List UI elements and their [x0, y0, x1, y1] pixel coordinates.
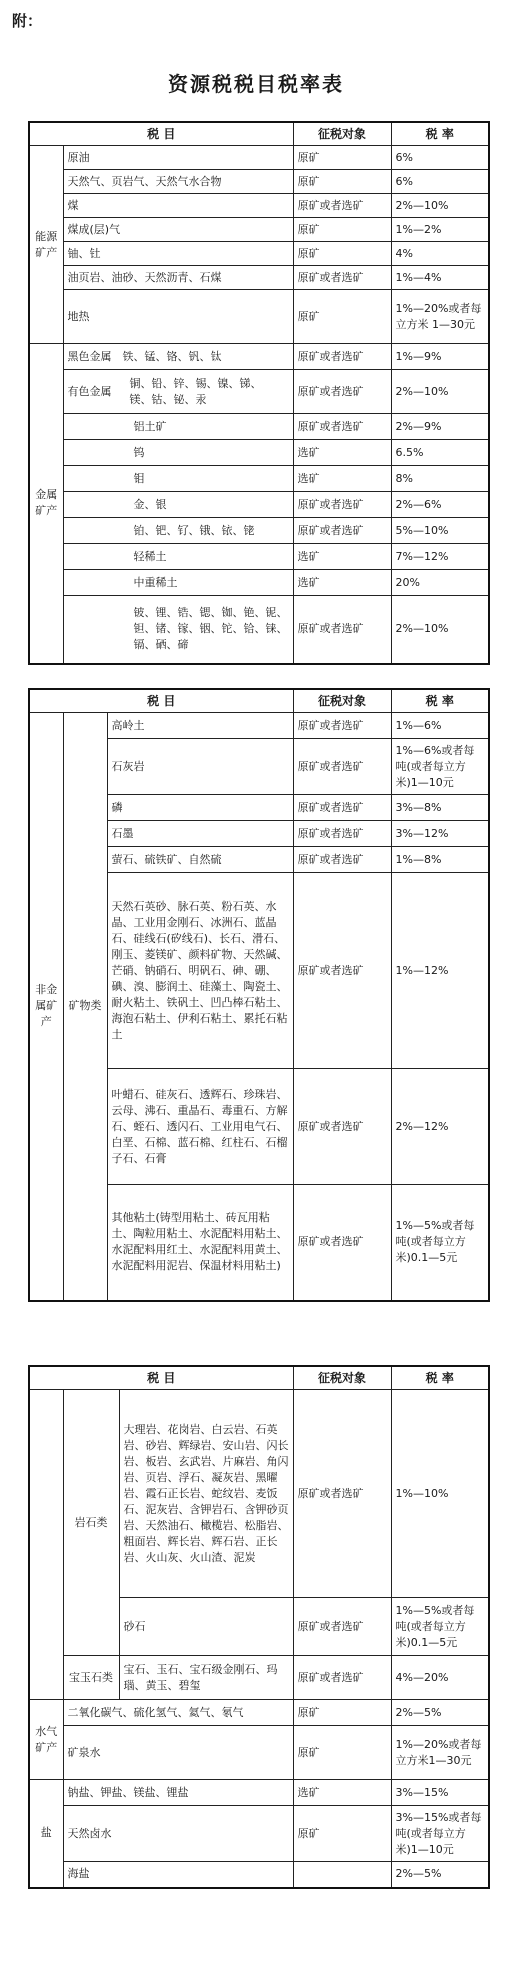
item-cell: 天然气、页岩气、天然气水合物 [63, 170, 293, 194]
item-cell: 天然石英砂、脉石英、粉石英、水晶、工业用金刚石、冰洲石、蓝晶石、硅线石(矽线石)、长石、滑石、刚玉、菱镁矿、颜料矿物、天然碱、芒硝、钠硝石、明矾石、砷、硼、碘、溴、膨润土、硅藻土、陶瓷土、耐火粘土、铁矾土、凹凸棒石粘土、海泡石粘土、伊利石粘土、累托石粘土 [107, 873, 293, 1069]
tax-rate-table-3 [28, 1365, 490, 1889]
subcategory-rock: 岩石类 [63, 1390, 119, 1656]
item-cell: 天然卤水 [63, 1806, 293, 1862]
col-header-item: 税 目 [29, 1366, 293, 1390]
object-cell: 原矿或者选矿 [293, 194, 391, 218]
rate-cell: 2%—10% [391, 370, 489, 414]
rate-cell: 2%—5% [391, 1700, 489, 1726]
object-cell: 原矿 [293, 1806, 391, 1862]
object-cell: 原矿 [293, 290, 391, 344]
table-row [29, 1780, 489, 1806]
item-cell: 原油 [63, 146, 293, 170]
object-cell: 选矿 [293, 1780, 391, 1806]
category-salt: 盐 [29, 1780, 63, 1888]
item-cell: 铀、钍 [63, 242, 293, 266]
table-row [29, 570, 489, 596]
blank-cell [29, 1390, 63, 1700]
rate-cell: 3%—12% [391, 821, 489, 847]
rate-cell: 1%—10% [391, 1390, 489, 1598]
table-row [29, 1390, 489, 1598]
subcategory-mineral: 矿物类 [63, 713, 107, 1301]
rate-cell: 2%—12% [391, 1069, 489, 1185]
table-row [29, 344, 489, 370]
item-cell: 宝石、玉石、宝石级金刚石、玛瑙、黄玉、碧玺 [119, 1656, 293, 1700]
object-cell: 原矿或者选矿 [293, 795, 391, 821]
item-cell [63, 344, 293, 370]
rate-cell: 1%—6% [391, 713, 489, 739]
rate-cell: 1%—20%或者每立方米 1—30元 [391, 290, 489, 344]
item-cell: 矿泉水 [63, 1726, 293, 1780]
rate-cell: 3%—15% [391, 1780, 489, 1806]
item-cell: 其他粘土(铸型用粘土、砖瓦用粘土、陶粒用粘土、水泥配料用粘土、水泥配料用红土、水泥配料用黄土、水泥配料用泥岩、保温材料用粘土) [107, 1185, 293, 1301]
table-row [29, 440, 489, 466]
table-row [29, 370, 489, 414]
object-cell: 原矿或者选矿 [293, 414, 391, 440]
table-row [29, 1656, 489, 1700]
item-text: 铜、铅、锌、锡、镍、锑、镁、钴、铋、汞 [129, 376, 262, 406]
object-cell: 原矿或者选矿 [293, 1185, 391, 1301]
item-cell: 高岭土 [107, 713, 293, 739]
category-metal: 金属矿产 [29, 344, 63, 664]
tax-rate-table-2 [28, 688, 490, 1302]
subcategory-gem: 宝玉石类 [63, 1656, 119, 1700]
table-row [29, 146, 489, 170]
col-header-object: 征税对象 [293, 1366, 391, 1390]
item-cell: 铍、锂、锆、锶、铷、铯、铌、钽、锗、镓、铟、铊、铪、铼、镉、硒、碲 [63, 596, 293, 664]
rate-cell: 1%—20%或者每立方米1—30元 [391, 1726, 489, 1780]
item-cell: 铂、钯、钌、锇、铱、铑 [63, 518, 293, 544]
object-cell: 原矿或者选矿 [293, 739, 391, 795]
object-cell: 原矿或者选矿 [293, 492, 391, 518]
object-cell: 原矿或者选矿 [293, 873, 391, 1069]
category-water-gas: 水气矿产 [29, 1700, 63, 1780]
rate-cell: 1%—8% [391, 847, 489, 873]
rate-cell: 8% [391, 466, 489, 492]
rate-cell: 1%—6%或者每吨(或者每立方米)1—10元 [391, 739, 489, 795]
rate-cell: 4% [391, 242, 489, 266]
item-cell: 油页岩、油砂、天然沥青、石煤 [63, 266, 293, 290]
item-cell: 海盐 [63, 1862, 293, 1888]
item-cell: 钼 [63, 466, 293, 492]
item-cell: 轻稀土 [63, 544, 293, 570]
item-text: 铁、锰、铬、钒、钛 [122, 349, 222, 363]
item-cell: 磷 [107, 795, 293, 821]
col-header-rate: 税 率 [391, 689, 489, 713]
object-cell: 原矿 [293, 146, 391, 170]
item-cell: 萤石、硫铁矿、自然硫 [107, 847, 293, 873]
object-cell: 原矿 [293, 1700, 391, 1726]
object-cell: 原矿或者选矿 [293, 847, 391, 873]
object-cell: 原矿或者选矿 [293, 344, 391, 370]
table-row [29, 492, 489, 518]
rate-cell: 2%—10% [391, 596, 489, 664]
table-row [29, 1726, 489, 1780]
item-cell: 煤 [63, 194, 293, 218]
table-row [29, 596, 489, 664]
object-cell: 原矿或者选矿 [293, 1598, 391, 1656]
table-row [29, 1700, 489, 1726]
object-cell: 原矿或者选矿 [293, 821, 391, 847]
object-cell: 原矿 [293, 170, 391, 194]
rate-cell: 3%—8% [391, 795, 489, 821]
col-header-rate: 税 率 [391, 122, 489, 146]
rate-cell: 6% [391, 170, 489, 194]
object-cell: 选矿 [293, 466, 391, 492]
item-cell: 钠盐、钾盐、镁盐、锂盐 [63, 1780, 293, 1806]
object-cell: 原矿或者选矿 [293, 1656, 391, 1700]
item-cell: 大理岩、花岗岩、白云岩、石英岩、砂岩、辉绿岩、安山岩、闪长岩、板岩、玄武岩、片麻岩、角闪岩、页岩、浮石、凝灰岩、黑曜岩、霞石正长岩、蛇纹岩、麦饭石、泥灰岩、含钾岩石、含钾砂页岩、天然油石、橄榄岩、松脂岩、粗面岩、辉长岩、辉石岩、正长岩、火山灰、火山渣、泥炭 [119, 1390, 293, 1598]
rate-cell: 2%—9% [391, 414, 489, 440]
item-cell: 叶蜡石、硅灰石、透辉石、珍珠岩、云母、沸石、重晶石、毒重石、方解石、蛭石、透闪石、工业用电气石、白垩、石棉、蓝石棉、红柱石、石榴子石、石膏 [107, 1069, 293, 1185]
object-cell [293, 1862, 391, 1888]
rate-cell: 1%—5%或者每吨(或者每立方米)0.1—5元 [391, 1185, 489, 1301]
col-header-item: 税 目 [29, 689, 293, 713]
col-header-rate: 税 率 [391, 1366, 489, 1390]
item-cell [63, 370, 293, 414]
rate-cell: 6% [391, 146, 489, 170]
rate-cell: 4%—20% [391, 1656, 489, 1700]
rate-cell: 6.5% [391, 440, 489, 466]
object-cell: 原矿或者选矿 [293, 713, 391, 739]
item-cell: 煤成(层)气 [63, 218, 293, 242]
object-cell: 原矿或者选矿 [293, 1069, 391, 1185]
item-cell: 二氧化碳气、硫化氢气、氦气、氡气 [63, 1700, 293, 1726]
table-row [29, 518, 489, 544]
table-row [29, 713, 489, 739]
rate-cell: 2%—6% [391, 492, 489, 518]
attachment-label: 附： [12, 12, 43, 30]
rate-cell: 1%—9% [391, 344, 489, 370]
rate-cell: 1%—2% [391, 218, 489, 242]
rate-cell: 2%—10% [391, 194, 489, 218]
object-cell: 原矿或者选矿 [293, 370, 391, 414]
table-row [29, 544, 489, 570]
item-cell: 中重稀土 [63, 570, 293, 596]
rate-cell: 20% [391, 570, 489, 596]
item-cell: 石灰岩 [107, 739, 293, 795]
table-row [29, 218, 489, 242]
table-row [29, 170, 489, 194]
subcategory-ferrous: 黑色金属 [67, 349, 112, 363]
item-cell: 金、银 [63, 492, 293, 518]
object-cell: 选矿 [293, 440, 391, 466]
item-cell: 地热 [63, 290, 293, 344]
table-row [29, 242, 489, 266]
rate-cell: 7%—12% [391, 544, 489, 570]
object-cell: 原矿或者选矿 [293, 266, 391, 290]
object-cell: 选矿 [293, 570, 391, 596]
rate-cell: 1%—12% [391, 873, 489, 1069]
subcategory-nonferrous: 有色金属 [67, 384, 112, 398]
col-header-object: 征税对象 [293, 122, 391, 146]
table-row [29, 1862, 489, 1888]
item-cell: 石墨 [107, 821, 293, 847]
rate-cell: 5%—10% [391, 518, 489, 544]
object-cell: 原矿 [293, 1726, 391, 1780]
header-row [29, 122, 489, 146]
header-row [29, 1366, 489, 1390]
table-row [29, 466, 489, 492]
page-title: 资源税税目税率表 [168, 72, 344, 96]
rate-cell: 3%—15%或者每吨(或者每立方米)1—10元 [391, 1806, 489, 1862]
object-cell: 原矿或者选矿 [293, 596, 391, 664]
col-header-object: 征税对象 [293, 689, 391, 713]
tax-rate-table-1 [28, 121, 490, 665]
rate-cell: 1%—5%或者每吨(或者每立方米)0.1—5元 [391, 1598, 489, 1656]
object-cell: 原矿或者选矿 [293, 1390, 391, 1598]
item-cell: 钨 [63, 440, 293, 466]
rate-cell: 2%—5% [391, 1862, 489, 1888]
table-row [29, 290, 489, 344]
table-row [29, 194, 489, 218]
object-cell: 原矿或者选矿 [293, 518, 391, 544]
col-header-item: 税 目 [29, 122, 293, 146]
item-cell: 铝土矿 [63, 414, 293, 440]
object-cell: 原矿 [293, 218, 391, 242]
category-nonmetal: 非金属矿产 [29, 713, 63, 1301]
table-row [29, 266, 489, 290]
table-row [29, 414, 489, 440]
table-row [29, 1806, 489, 1862]
rate-cell: 1%—4% [391, 266, 489, 290]
category-energy: 能源矿产 [29, 146, 63, 344]
item-cell: 砂石 [119, 1598, 293, 1656]
object-cell: 原矿 [293, 242, 391, 266]
header-row [29, 689, 489, 713]
object-cell: 选矿 [293, 544, 391, 570]
